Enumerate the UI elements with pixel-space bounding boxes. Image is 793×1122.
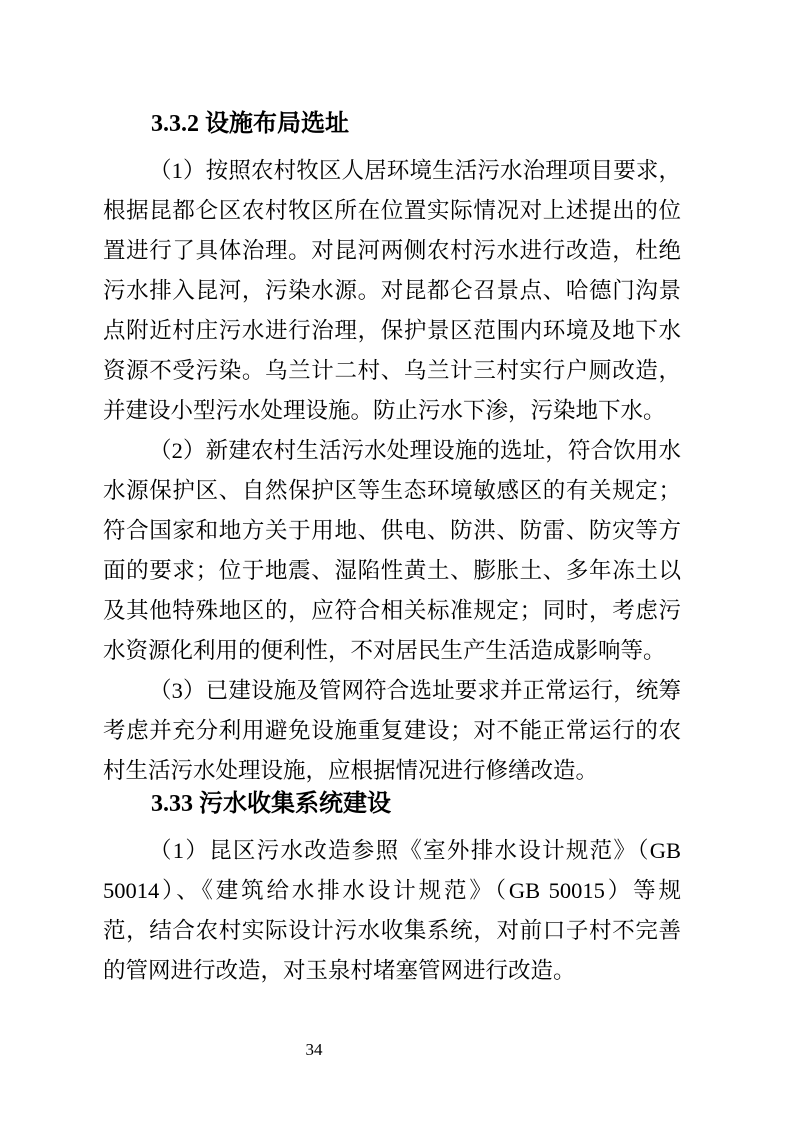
section-heading: 3.3.2 设施布局选址 xyxy=(151,111,349,137)
section-heading: 3.33 污水收集系统建设 xyxy=(151,790,391,817)
text-line: 50014）、《建筑给水排水设计规范》（GB 50015）等规 xyxy=(103,877,681,903)
text-line: 面的要求；位于地震、湿陷性黄土、膨胀土、多年冻土以 xyxy=(103,557,681,583)
text-line: 污水排入昆河，污染水源。对昆都仑召景点、哈德门沟景 xyxy=(103,277,681,303)
text-line: 并建设小型污水处理设施。防止污水下渗，污染地下水。 xyxy=(103,397,666,423)
text-line: 水源保护区、自然保护区等生态环境敏感区的有关规定； xyxy=(103,477,681,503)
text-line: 水资源化利用的便利性，不对居民生产生活造成影响等。 xyxy=(103,637,666,663)
page-number: 34 xyxy=(305,1040,323,1059)
text-line: 资源不受污染。乌兰计二村、乌兰计三村实行户厕改造， xyxy=(103,357,681,383)
document-content xyxy=(103,104,681,991)
text-line: 范，结合农村实际设计污水收集系统，对前口子村不完善 xyxy=(103,917,681,943)
text-line: 及其他特殊地区的，应符合相关标准规定；同时，考虑污 xyxy=(103,597,681,623)
text-line: 考虑并充分利用避免设施重复建设；对不能正常运行的农 xyxy=(103,717,681,743)
text-line: （1）昆区污水改造参照《室外排水设计规范》（GB xyxy=(149,837,681,863)
paragraph xyxy=(103,431,681,671)
text-line: 村生活污水处理设施，应根据情况进行修缮改造。 xyxy=(103,757,599,783)
paragraph xyxy=(103,671,681,791)
text-line: 点附近村庄污水进行治理，保护景区范围内环境及地下水 xyxy=(103,317,681,343)
paragraph xyxy=(103,151,681,431)
text-line: 置进行了具体治理。对昆河两侧农村污水进行改造，杜绝 xyxy=(103,237,681,263)
text-line: （2）新建农村生活污水处理设施的选址，符合饮用水 xyxy=(149,437,681,463)
text-line: （1）按照农村牧区人居环境生活污水治理项目要求， xyxy=(149,157,681,183)
text-line: 的管网进行改造，对玉泉村堵塞管网进行改造。 xyxy=(103,957,576,983)
text-line: （3）已建设施及管网符合选址要求并正常运行，统筹 xyxy=(149,677,681,703)
paragraph xyxy=(103,831,681,991)
text-line: 根据昆都仑区农村牧区所在位置实际情况对上述提出的位 xyxy=(103,197,681,223)
text-line: 符合国家和地方关于用地、供电、防洪、防雷、防灾等方 xyxy=(103,517,681,543)
